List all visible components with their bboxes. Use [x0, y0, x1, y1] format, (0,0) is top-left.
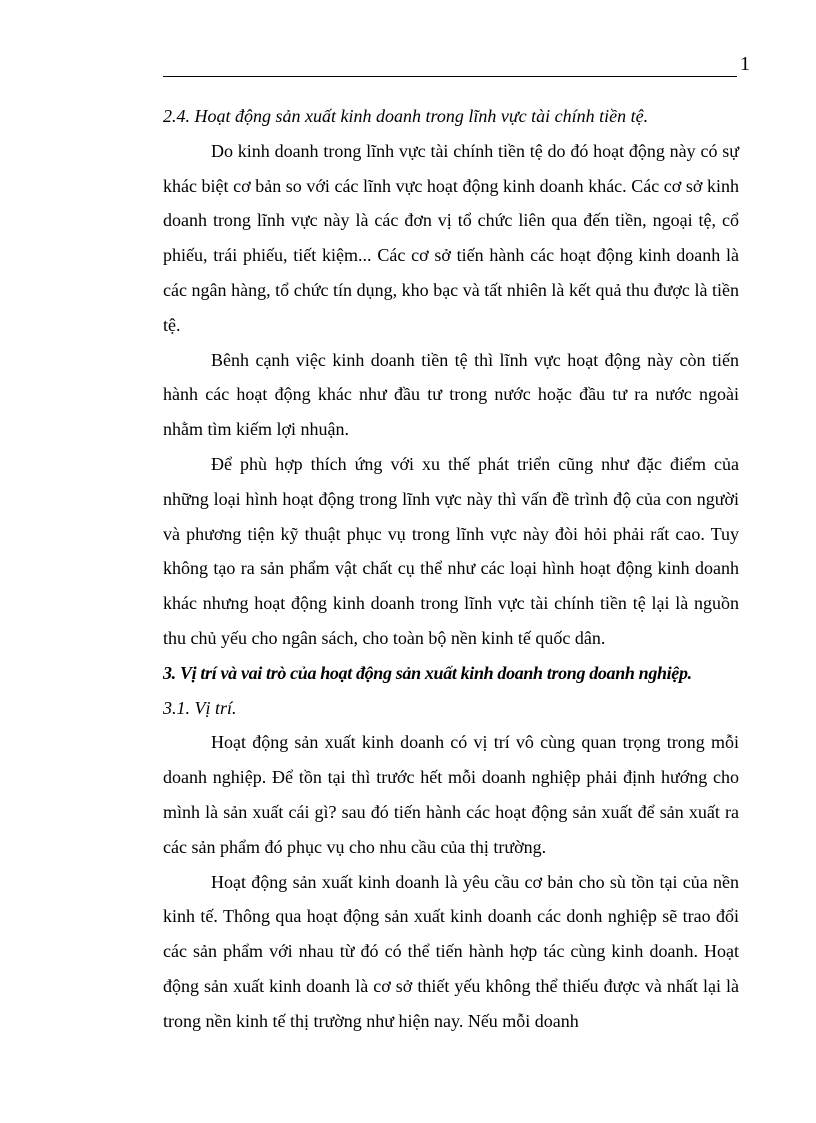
paragraph: Do kinh doanh trong lĩnh vực tài chính tiền tệ do đó hoạt động này có sự khác biệt cơ bản so với các lĩnh vực hoạt động kinh doanh khác. Các cơ sở kinh doanh trong lĩnh vực này là các đơn vị tổ chức liên qua đến tiền, ngoại tệ, cổ phiếu, trái phiếu, tiết kiệm... Các cơ sở tiến hành các hoạt động kinh doanh là các ngân hàng, tổ chức tín dụng, kho bạc và tất nhiên là kết quả thu được là tiền tệ.	[163, 140, 739, 335]
page-number: 1	[740, 53, 750, 75]
section-heading-3: 3. Vị trí và vai trò của hoạt động sản xuất kinh doanh trong doanh nghiệp.	[163, 662, 692, 683]
page-content	[163, 99, 739, 1039]
section-heading-2-4: 2.4. Hoạt động sản xuất kinh doanh trong lĩnh vực tài chính tiền tệ.	[163, 106, 649, 126]
paragraph: Hoạt động sản xuất kinh doanh có vị trí vô cùng quan trọng trong mỗi doanh nghiệp. Để tồn tại thì trước hết mỗi doanh nghiệp phải định hướng cho mình là sản xuất cái gì? sau đó tiến hành các hoạt động sản xuất để sản xuất ra các sản phẩm đó phục vụ cho nhu cầu của thị trường.	[163, 732, 739, 857]
paragraph: Để phù hợp thích ứng với xu thế phát triển cũng như đặc điểm của những loại hình hoạt động trong lĩnh vực này thì vấn đề trình độ của con người và phương tiện kỹ thuật phục vụ trong lĩnh vực này đòi hỏi phải rất cao. Tuy không tạo ra sản phẩm vật chất cụ thể như các loại hình hoạt động kinh doanh khác nhưng hoạt động kinh doanh trong lĩnh vực tài chính tiền tệ lại là nguồn thu chủ yếu cho ngân sách, cho toàn bộ nền kinh tế quốc dân.	[163, 453, 739, 648]
paragraph: Bênh cạnh việc kinh doanh tiền tệ thì lĩnh vực hoạt động này còn tiến hành các hoạt động khác như đầu tư trong nước hoặc đầu tư ra nước ngoài nhằm tìm kiếm lợi nhuận.	[163, 349, 739, 440]
header-rule	[163, 76, 737, 77]
section-heading-3-1: 3.1. Vị trí.	[163, 697, 237, 718]
paragraph: Hoạt động sản xuất kinh doanh là yêu cầu cơ bản cho sù tồn tại của nền kinh tế. Thông qua hoạt động sản xuất kinh doanh các donh nghiệp sẽ trao đổi các sản phẩm với nhau từ đó có thể tiến hành hợp tác cùng kinh doanh. Hoạt động sản xuất kinh doanh là cơ sở thiết yếu không thể thiếu được và nhất lại là trong nền kinh tế thị trường như hiện nay. Nếu mỗi doanh	[163, 871, 739, 1031]
